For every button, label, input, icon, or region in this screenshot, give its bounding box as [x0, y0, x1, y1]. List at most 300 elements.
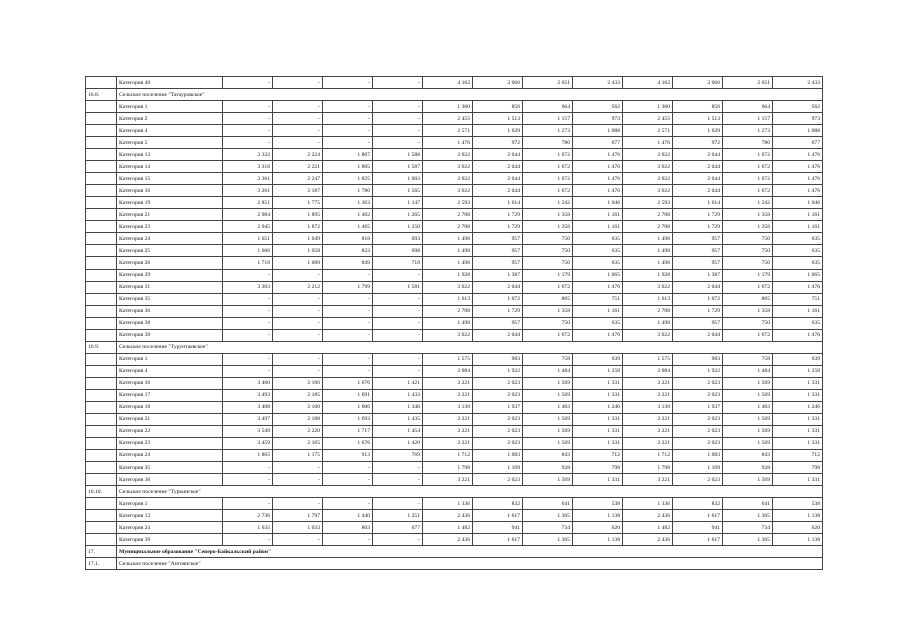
value-cell: 2 023 [473, 437, 523, 449]
table-row [86, 149, 823, 161]
value-cell: 1 676 [323, 437, 373, 449]
value-cell: 712 [573, 449, 623, 461]
value-cell: 1 358 [523, 209, 573, 221]
value-cell: 3 459 [223, 437, 273, 449]
value-cell: 1 569 [523, 474, 573, 486]
row-code-cell [86, 197, 117, 209]
section-code: 17. [86, 546, 117, 558]
value-cell: 3 493 [223, 389, 273, 401]
value-cell: 1 718 [223, 257, 273, 269]
value-cell: 1 498 [623, 317, 673, 329]
table-row [86, 197, 823, 209]
value-cell: 1 614 [473, 197, 523, 209]
value-cell: 1 476 [773, 329, 823, 341]
value-cell: 1 420 [373, 437, 423, 449]
value-cell: 3 084 [623, 365, 673, 377]
value-cell: 1 363 [323, 197, 373, 209]
value-cell: 1 305 [723, 510, 773, 522]
value-cell: 849 [323, 257, 373, 269]
value-cell: 1 603 [373, 173, 423, 185]
value-cell: 1 498 [423, 245, 473, 257]
value-cell: 734 [523, 522, 573, 534]
value-cell: - [223, 498, 273, 510]
category-label: Категория 38 [117, 317, 223, 329]
table-row [86, 209, 823, 221]
value-cell: 1 331 [773, 377, 823, 389]
value-cell: 641 [523, 498, 573, 510]
value-cell: 1 331 [773, 474, 823, 486]
value-cell: 2 571 [423, 125, 473, 137]
category-label: Категория 36 [117, 305, 223, 317]
value-cell: 1 729 [673, 209, 723, 221]
table-row [86, 161, 823, 173]
row-code-cell [86, 233, 117, 245]
value-cell: 2 188 [273, 413, 323, 425]
value-cell: 1 629 [673, 125, 723, 137]
value-cell: 750 [723, 233, 773, 245]
value-cell: 2 708 [623, 305, 673, 317]
table-row [86, 377, 823, 389]
value-cell: 1 872 [273, 221, 323, 233]
value-cell: 1 476 [773, 281, 823, 293]
value-cell: 1 498 [623, 257, 673, 269]
value-cell: - [373, 498, 423, 510]
value-cell: 1 273 [523, 125, 573, 137]
table-row [86, 173, 823, 185]
value-cell: 1 476 [623, 137, 673, 149]
value-cell: - [223, 353, 273, 365]
value-cell: - [323, 317, 373, 329]
value-cell: 2 708 [423, 209, 473, 221]
value-cell: 1 672 [723, 281, 773, 293]
value-cell: - [323, 353, 373, 365]
value-cell: 1 617 [473, 534, 523, 546]
value-cell: 1 065 [773, 269, 823, 281]
value-cell: 635 [773, 245, 823, 257]
value-cell: 712 [773, 449, 823, 461]
value-cell: 1 358 [723, 221, 773, 233]
value-cell: - [223, 365, 273, 377]
value-cell: 1 360 [623, 101, 673, 113]
section-row [86, 558, 823, 570]
value-cell: 957 [473, 257, 523, 269]
section-row [86, 89, 823, 101]
value-cell: 2 736 [223, 510, 273, 522]
table-row [86, 401, 823, 413]
value-cell: 3 221 [623, 389, 673, 401]
value-cell: 1 476 [573, 173, 623, 185]
table-row [86, 534, 823, 546]
value-cell: 2 651 [723, 77, 773, 89]
value-cell: - [273, 534, 323, 546]
row-code-cell [86, 317, 117, 329]
category-label: Категория 13 [117, 149, 223, 161]
value-cell: - [373, 353, 423, 365]
value-cell: 639 [773, 353, 823, 365]
value-cell: 1 729 [473, 221, 523, 233]
value-cell: 3 022 [423, 149, 473, 161]
row-code-cell [86, 510, 117, 522]
value-cell: - [373, 137, 423, 149]
value-cell: 1 033 [273, 522, 323, 534]
row-code-cell [86, 377, 117, 389]
value-cell: 635 [573, 317, 623, 329]
value-cell: 635 [773, 233, 823, 245]
value-cell: 758 [523, 353, 573, 365]
value-cell: 1 305 [723, 534, 773, 546]
value-cell: 664 [723, 101, 773, 113]
value-cell: 1 717 [323, 425, 373, 437]
value-cell: 928 [523, 462, 573, 474]
value-cell: 1 138 [573, 510, 623, 522]
value-cell: 1 242 [723, 197, 773, 209]
value-cell: 3 318 [223, 161, 273, 173]
value-cell: 1 484 [723, 365, 773, 377]
value-cell: - [223, 305, 273, 317]
value-cell: 3 221 [423, 437, 473, 449]
value-cell: 803 [323, 522, 373, 534]
value-cell: 2 436 [623, 534, 673, 546]
value-cell: 2 247 [273, 173, 323, 185]
category-label: Категория 13 [117, 510, 223, 522]
row-code-cell [86, 185, 117, 197]
value-cell: 832 [473, 498, 523, 510]
table-row [86, 281, 823, 293]
value-cell: 1 651 [223, 233, 273, 245]
value-cell: 1 161 [773, 209, 823, 221]
row-code-cell [86, 113, 117, 125]
value-cell: 2 433 [573, 77, 623, 89]
value-cell: 2 166 [273, 377, 323, 389]
table-row [86, 293, 823, 305]
value-cell: 1 729 [673, 221, 723, 233]
value-cell: - [223, 462, 273, 474]
value-cell: 1 348 [373, 401, 423, 413]
category-label: Категория 16 [117, 185, 223, 197]
table-row [86, 522, 823, 534]
value-cell: - [373, 77, 423, 89]
category-label: Категория 16 [117, 377, 223, 389]
value-cell: 1 246 [773, 401, 823, 413]
table-row [86, 269, 823, 281]
value-cell: 1 712 [623, 449, 673, 461]
category-label: Категория 18 [117, 401, 223, 413]
table-row [86, 329, 823, 341]
settlement-title: Сельское поселение "Ангоянское" [117, 558, 823, 570]
value-cell: 2 023 [473, 413, 523, 425]
value-cell: 1 476 [773, 173, 823, 185]
value-cell: 1 251 [373, 510, 423, 522]
value-cell: 1 569 [523, 377, 573, 389]
value-cell: 1 712 [423, 449, 473, 461]
row-code-cell [86, 353, 117, 365]
value-cell: 1 569 [523, 389, 573, 401]
category-label: Категория 24 [117, 449, 223, 461]
category-label: Категория 23 [117, 221, 223, 233]
value-cell: 3 022 [423, 329, 473, 341]
value-cell: 3 221 [623, 474, 673, 486]
table-row [86, 498, 823, 510]
value-cell: - [323, 113, 373, 125]
value-cell: 1 435 [373, 413, 423, 425]
value-cell: - [273, 293, 323, 305]
value-cell: 1 089 [273, 257, 323, 269]
value-cell: - [273, 269, 323, 281]
value-cell: 1 588 [373, 149, 423, 161]
value-cell: 693 [373, 233, 423, 245]
value-cell: 1 672 [523, 149, 573, 161]
value-cell: - [323, 137, 373, 149]
value-cell: 2 593 [623, 197, 673, 209]
value-cell: 1 482 [623, 522, 673, 534]
value-cell: 1 331 [573, 377, 623, 389]
value-cell: - [373, 269, 423, 281]
value-cell: 635 [573, 233, 623, 245]
value-cell: 1 305 [523, 510, 573, 522]
table-row [86, 437, 823, 449]
value-cell: 957 [673, 245, 723, 257]
value-cell: - [373, 101, 423, 113]
category-label: Категория 35 [117, 462, 223, 474]
value-cell: 1 613 [423, 293, 473, 305]
table-row [86, 449, 823, 461]
value-cell: 1 672 [523, 281, 573, 293]
value-cell: 1 258 [573, 365, 623, 377]
row-code-cell [86, 281, 117, 293]
value-cell: 3 221 [423, 377, 473, 389]
value-cell: 635 [573, 257, 623, 269]
value-cell: 983 [673, 353, 723, 365]
row-code-cell [86, 173, 117, 185]
category-label: Категория 22 [117, 425, 223, 437]
value-cell: 1 147 [373, 197, 423, 209]
value-cell: 2 023 [673, 425, 723, 437]
value-cell: 1 569 [723, 413, 773, 425]
value-cell: 1 242 [523, 197, 573, 209]
settlement-title: Сельское поселение "Татауровское" [117, 89, 823, 101]
value-cell: 1 498 [623, 245, 673, 257]
value-cell: 1 175 [273, 449, 323, 461]
value-cell: 2 455 [623, 113, 673, 125]
value-cell: 1 928 [623, 269, 673, 281]
value-cell: 1 336 [623, 498, 673, 510]
value-cell: 758 [723, 353, 773, 365]
value-cell: 1 331 [573, 413, 623, 425]
row-code-cell [86, 413, 117, 425]
value-cell: 620 [773, 522, 823, 534]
value-cell: 957 [473, 233, 523, 245]
value-cell: 1 569 [723, 389, 773, 401]
value-cell: 734 [723, 522, 773, 534]
value-cell: 1 331 [773, 437, 823, 449]
tariff-table-page [85, 76, 822, 570]
row-code-cell [86, 449, 117, 461]
value-cell: 1 672 [723, 329, 773, 341]
value-cell: 1 046 [773, 197, 823, 209]
category-label: Категория 31 [117, 281, 223, 293]
settlement-title: Сельское поселение "Туркинское" [117, 486, 823, 498]
category-label: Категория 17 [117, 389, 223, 401]
value-cell: 2 023 [673, 377, 723, 389]
value-cell: 1 331 [573, 474, 623, 486]
value-cell: 635 [773, 317, 823, 329]
value-cell: 1 798 [423, 462, 473, 474]
value-cell: 2 044 [673, 173, 723, 185]
value-cell: - [273, 305, 323, 317]
value-cell: 3 022 [423, 185, 473, 197]
value-cell: 1 672 [523, 161, 573, 173]
value-cell: 1 498 [423, 233, 473, 245]
value-cell: 562 [573, 101, 623, 113]
value-cell: 1 157 [523, 113, 573, 125]
value-cell: - [373, 305, 423, 317]
row-code-cell [86, 125, 117, 137]
category-label: Категория 24 [117, 522, 223, 534]
value-cell: 2 185 [273, 389, 323, 401]
category-label: Категория 25 [117, 245, 223, 257]
value-cell: 1 799 [323, 281, 373, 293]
value-cell: 1 109 [473, 462, 523, 474]
value-cell: 3 022 [623, 185, 673, 197]
value-cell: 1 250 [373, 221, 423, 233]
table-row [86, 185, 823, 197]
value-cell: 3 497 [223, 413, 273, 425]
category-label: Категория 2 [117, 113, 223, 125]
value-cell: 769 [373, 449, 423, 461]
value-cell: 2 571 [623, 125, 673, 137]
value-cell: 1 498 [623, 233, 673, 245]
value-cell: 2 651 [523, 77, 573, 89]
value-cell: 798 [773, 462, 823, 474]
value-cell: 2 187 [273, 185, 323, 197]
value-cell: 751 [573, 293, 623, 305]
value-cell: 913 [323, 449, 373, 461]
section-row [86, 486, 823, 498]
row-code-cell [86, 269, 117, 281]
value-cell: - [373, 534, 423, 546]
value-cell: 3 022 [623, 149, 673, 161]
row-code-cell [86, 257, 117, 269]
row-code-cell [86, 498, 117, 510]
value-cell: 1 072 [473, 293, 523, 305]
value-cell: 562 [773, 101, 823, 113]
value-cell: 3 022 [423, 281, 473, 293]
value-cell: 1 088 [573, 125, 623, 137]
value-cell: 865 [523, 293, 573, 305]
category-label: Категория 26 [117, 257, 223, 269]
value-cell: - [223, 101, 273, 113]
value-cell: 1 157 [723, 113, 773, 125]
value-cell: 1 179 [523, 269, 573, 281]
table-row [86, 317, 823, 329]
value-cell: 1 807 [323, 149, 373, 161]
value-cell: - [323, 329, 373, 341]
value-cell: 1 046 [573, 197, 623, 209]
value-cell: 1 937 [473, 401, 523, 413]
value-cell: 538 [773, 498, 823, 510]
value-cell: 750 [523, 317, 573, 329]
value-cell: 1 729 [673, 305, 723, 317]
value-cell: 2 044 [473, 329, 523, 341]
value-cell: 3 221 [623, 425, 673, 437]
row-code-cell [86, 401, 117, 413]
category-label: Категория 5 [117, 137, 223, 149]
value-cell: 2 945 [223, 221, 273, 233]
value-cell: - [223, 137, 273, 149]
value-cell: 1 498 [423, 317, 473, 329]
value-cell: 2 044 [673, 281, 723, 293]
table-row [86, 77, 823, 89]
value-cell: 1 676 [323, 377, 373, 389]
category-label: Категория 35 [117, 293, 223, 305]
value-cell: 1 798 [623, 462, 673, 474]
value-cell: - [223, 474, 273, 486]
value-cell: 780 [523, 137, 573, 149]
value-cell: 1 775 [273, 197, 323, 209]
value-cell: 865 [723, 293, 773, 305]
value-cell: 1 565 [373, 185, 423, 197]
value-cell: 750 [523, 233, 573, 245]
row-code-cell [86, 437, 117, 449]
category-label: Категория 15 [117, 173, 223, 185]
category-label: Категория 4 [117, 365, 223, 377]
section-code: 16.10. [86, 486, 117, 498]
value-cell: 1 454 [373, 425, 423, 437]
category-label: Категория 39 [117, 329, 223, 341]
value-cell: - [223, 293, 273, 305]
category-label: Категория 1 [117, 101, 223, 113]
value-cell: 2 044 [673, 329, 723, 341]
category-label: Категория 4 [117, 125, 223, 137]
value-cell: 2 433 [773, 77, 823, 89]
settlement-title: Сельское поселение "Турунтаевское" [117, 341, 823, 353]
row-code-cell [86, 522, 117, 534]
value-cell: 1 476 [773, 185, 823, 197]
value-cell: 1 358 [723, 209, 773, 221]
value-cell: - [273, 125, 323, 137]
row-code-cell [86, 137, 117, 149]
value-cell: 1 613 [623, 293, 673, 305]
value-cell: 1 331 [773, 413, 823, 425]
value-cell: 1 476 [773, 149, 823, 161]
value-cell: 1 825 [323, 173, 373, 185]
value-cell: 1 331 [773, 389, 823, 401]
table-row [86, 233, 823, 245]
row-code-cell [86, 293, 117, 305]
value-cell: - [323, 269, 373, 281]
value-cell: 1 729 [473, 209, 523, 221]
value-cell: 677 [373, 522, 423, 534]
value-cell: - [223, 317, 273, 329]
value-cell: - [223, 113, 273, 125]
value-cell: 1 421 [373, 377, 423, 389]
value-cell: - [323, 474, 373, 486]
table-row [86, 101, 823, 113]
value-cell: 1 729 [473, 305, 523, 317]
value-cell: - [323, 101, 373, 113]
value-cell: 1 575 [623, 353, 673, 365]
value-cell: 2 212 [273, 281, 323, 293]
row-code-cell [86, 462, 117, 474]
value-cell: 2 708 [423, 221, 473, 233]
value-cell: 1 672 [723, 149, 773, 161]
value-cell: 1 617 [473, 510, 523, 522]
value-cell: 4 162 [623, 77, 673, 89]
value-cell: 3 022 [423, 173, 473, 185]
table-row [86, 389, 823, 401]
value-cell: 1 895 [273, 209, 323, 221]
value-cell: 3 022 [423, 161, 473, 173]
